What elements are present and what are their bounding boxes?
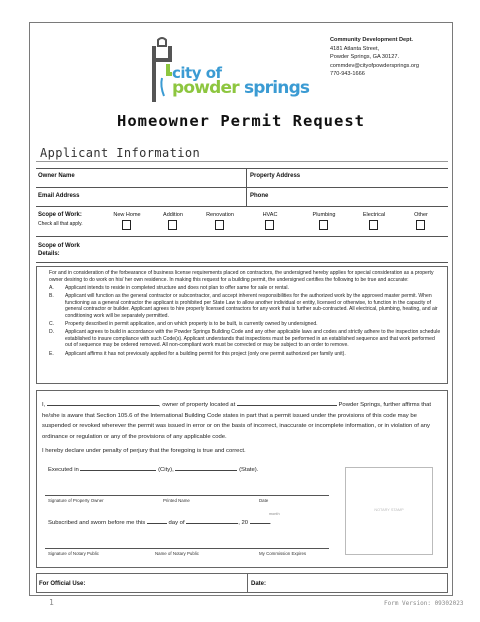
- checkbox-plumbing[interactable]: [319, 220, 328, 230]
- scope-hint: Check all that apply.: [38, 221, 83, 227]
- section-rule: [36, 161, 448, 162]
- official-divider: [247, 574, 248, 592]
- contact-citystate: Powder Springs, GA 30127.: [330, 54, 400, 61]
- scope-option-label: Other: [414, 212, 428, 218]
- scope-option-label: New Home: [113, 212, 141, 218]
- page-number: 1: [49, 598, 54, 607]
- form-version: Form Version: 09302023: [384, 600, 464, 607]
- table-top-rule: [36, 168, 448, 169]
- owner-name-label: Owner Name: [38, 173, 75, 179]
- row-rule: [36, 262, 448, 263]
- scope-label: Scope of Work:: [38, 212, 82, 218]
- checkbox-new-home[interactable]: [122, 220, 131, 230]
- declaration-paragraph: I, , owner of property located at Powder Springs, further affirms that he/she is aware that Section 105.6 of the International Building Code states in part that a permit issued under the provisions of this code may be suspended or revoked wherever the permit was issued in error or on the basis of incorrect, inaccurate or incomplete information, or in violation of any ordinance or regulation or any of the provisions of any applicable code. I hereby declare under penalty of perjury that the foregoing is true and correct.: [42, 399, 444, 457]
- executed-line: Executed in (City), (State).: [48, 464, 258, 473]
- official-date-label: Date:: [251, 581, 267, 587]
- details-label-2: Details:: [38, 251, 60, 257]
- phone-label: Phone: [250, 193, 269, 199]
- logo-city-text: city of: [172, 64, 222, 82]
- logo-powder-springs-text: powder springs: [172, 78, 310, 98]
- contact-street: 4181 Atlanta Street,: [330, 45, 380, 52]
- row-rule: [36, 236, 448, 237]
- page-title: Homeowner Permit Request: [117, 112, 365, 130]
- date-label: Date: [259, 498, 269, 503]
- contact-dept: Community Development Dept.: [330, 37, 413, 43]
- owner-name-blank[interactable]: [47, 399, 159, 406]
- email-label: Email Address: [38, 193, 80, 199]
- declaration-perjury: I hereby declare under penalty of perjury that the foregoing is true and correct.: [42, 448, 246, 454]
- checkbox-electrical[interactable]: [369, 220, 378, 230]
- contact-block: [330, 36, 419, 79]
- applicant-section-title: Applicant Information: [40, 146, 201, 160]
- row-rule: [36, 206, 448, 207]
- scope-option-label: Electrical: [362, 212, 386, 218]
- notary-signature-line[interactable]: [45, 548, 329, 549]
- scope-option-label: Renovation: [206, 212, 234, 218]
- commission-label: My Commission Expires: [259, 551, 307, 556]
- sig-owner-label: Signature of Property Owner: [48, 498, 104, 503]
- notary-stamp-label: NOTARY STAMP: [374, 508, 404, 512]
- scope-option-label: Addition: [163, 212, 183, 218]
- scope-option-label: Plumbing: [312, 212, 336, 218]
- terms-item: B. Applicant will function as the general contractor or subcontractor, and accept inherent responsibilities for the authorized work by the approved master permit. When functioning as a general contractor the applicant is prohibited per State Law to allow another individual or entity, licensed or otherwise, to function in the capacity of general contractor or builder. Applicant agrees to hire properly licensed contractors for any work that is further sub-contracted. All electrical, plumbing, heating, and air conditioning work will be separately permitted.: [49, 293, 438, 320]
- printed-name-label: Printed Name: [163, 498, 190, 503]
- sig-notary-label: Signature of Notary Public: [48, 551, 100, 556]
- terms-box: [36, 266, 448, 384]
- sworn-line: Subscribed and sworn before me this day of , 20 .: [48, 517, 271, 526]
- scope-option-label: HVAC: [262, 212, 278, 218]
- terms-intro: For and in consideration of the forbearance of business license requirements placed on contractors, the undersigned hereby applies for special consideration as a property owner desiring to do work on his/ her own residence. In making this request for a building permit, the undersigned certifies the following to be true and accurate:: [49, 270, 434, 283]
- official-use-box: [36, 573, 448, 593]
- state-blank[interactable]: [175, 464, 237, 471]
- terms-item: E. Applicant affirms it has not previously applied for a building permit for this project (only one permit authorized per family unit).: [49, 350, 346, 357]
- contact-phone: 770-943-1666: [330, 71, 365, 78]
- notary-stamp-box: [345, 467, 433, 555]
- property-location-blank[interactable]: [237, 399, 337, 406]
- contact-email: commdev@cityofpowdersprings.org: [330, 62, 419, 69]
- row-rule: [36, 187, 448, 188]
- year-blank[interactable]: [250, 517, 270, 524]
- details-label: Scope of Work: [38, 243, 80, 249]
- checkbox-hvac[interactable]: [265, 220, 274, 230]
- checkbox-renovation[interactable]: [215, 220, 224, 230]
- checkbox-addition[interactable]: [168, 220, 177, 230]
- terms-item: C. Property described in permit application, and on which property is to be built, is currently owned by undersigned.: [49, 321, 318, 328]
- city-blank[interactable]: [80, 464, 156, 471]
- month-hint: month: [269, 512, 280, 516]
- official-use-label: For Official Use:: [39, 581, 86, 587]
- terms-item: D. Applicant agrees to build in accordance with the Powder Springs Building Code and any other applicable laws and codes and strictly adhere to the inspection schedule established to insure compliance with such Code(s). Applicant understands that inspections must be performed in an established sequence and that work performed out of sequence may be ordered removed. All non-compliant work must be corrected or may be subject to an order to remove.: [49, 329, 441, 349]
- terms-item: A. Applicant intends to reside in completed structure and does not plan to offer same for sale or rental.: [49, 285, 289, 292]
- city-logo: [142, 36, 310, 108]
- notary-name-label: Name of Notary Public: [155, 551, 199, 556]
- month-blank[interactable]: [186, 517, 238, 524]
- day-blank[interactable]: [147, 517, 167, 524]
- owner-signature-line[interactable]: [45, 495, 329, 496]
- property-address-label: Property Address: [250, 173, 301, 179]
- checkbox-other[interactable]: [416, 220, 425, 230]
